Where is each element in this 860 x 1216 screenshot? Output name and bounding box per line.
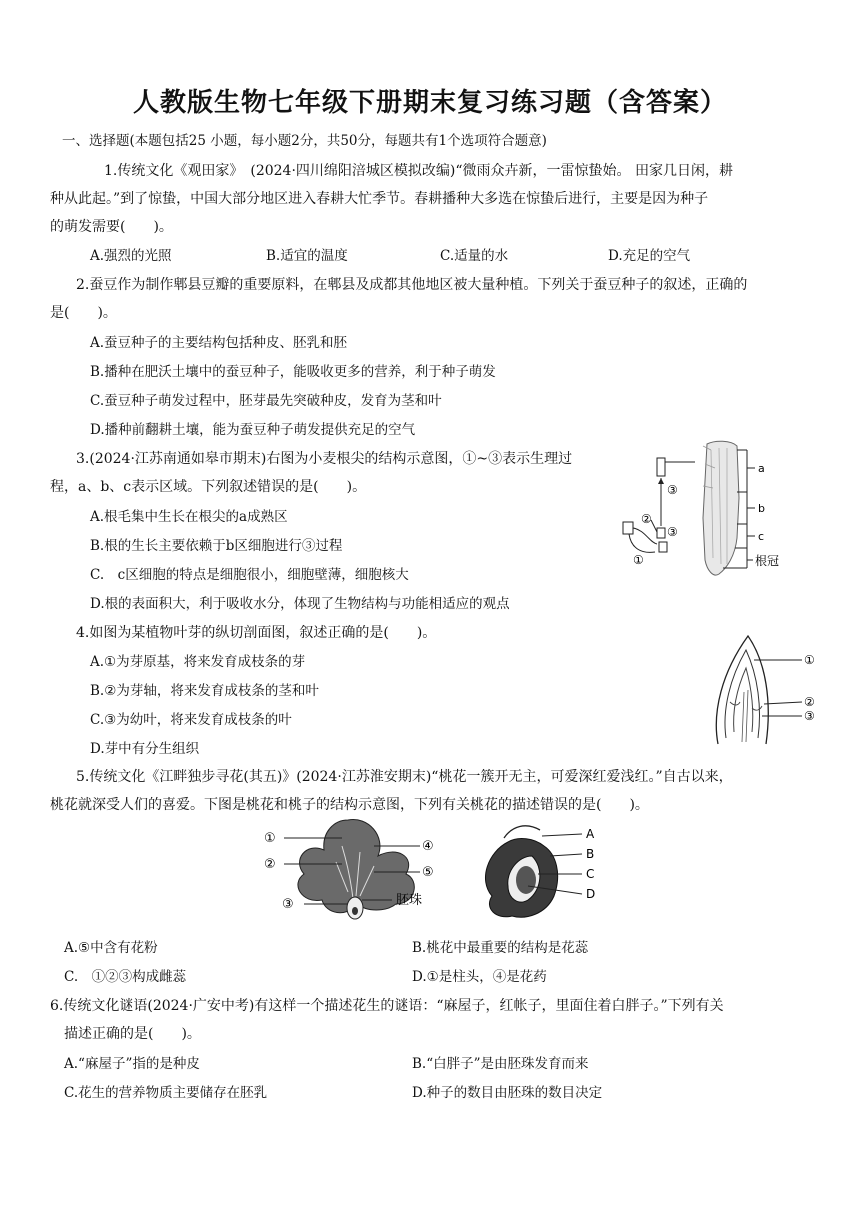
q5-line-2: 桃花就深受人们的喜爱。下图是桃花和桃子的结构示意图，下列有关桃花的描述错误的是( )。	[50, 797, 649, 813]
q3-option-c: C. c区细胞的特点是细胞很小，细胞壁薄，细胞核大	[90, 567, 409, 583]
fig5-label-2: ②	[264, 857, 276, 872]
q5-line-1: 5.传统文化《江畔独步寻花(其五)》(2024·江苏淮安期末)“桃花一簇开无主，可爱深红爱浅红。”自古以来，	[76, 769, 733, 785]
fig4-label-3: ③	[804, 709, 815, 723]
q5-option-c: C. ①②③构成雌蕊	[64, 969, 187, 985]
q1-option-d: D.充足的空气	[608, 248, 691, 264]
q1-line-3: 的萌发需要( )。	[50, 219, 173, 235]
q4-option-d: D.芽中有分生组织	[90, 741, 200, 757]
fig3-label-c: c	[758, 530, 765, 543]
fig3-label-3-top: ③	[667, 483, 678, 497]
fig3-label-1: ①	[633, 553, 644, 567]
leaf-bud-figure	[708, 632, 828, 748]
q1-option-b: B.适宜的温度	[266, 248, 348, 264]
fig3-label-b: b	[758, 502, 765, 515]
q2-line-2: 是( )。	[50, 305, 117, 321]
q5-option-a: A.⑤中含有花粉	[64, 940, 158, 956]
q1-line-2: 种从此起。”到了惊蛰，中国大部分地区进入春耕大忙季节。春耕播种大多选在惊蛰后进行，主要是因为种子	[50, 191, 709, 207]
fig5-label-b: B	[586, 847, 595, 861]
q4-option-b: B.②为芽轴，将来发育成枝条的茎和叶	[90, 683, 319, 699]
fig4-label-1: ①	[804, 653, 815, 667]
q4-option-a: A.①为芽原基，将来发育成枝条的芽	[90, 654, 306, 670]
fig3-label-3-mid: ③	[667, 525, 678, 539]
q5-option-d: D.①是柱头，④是花药	[412, 969, 547, 985]
q6-option-c: C.花生的营养物质主要储存在胚乳	[64, 1085, 268, 1101]
fig5-label-c: C	[586, 867, 595, 881]
fig5-label-a: A	[586, 827, 595, 841]
q3-line-1: 3.(2024·江苏南通如皋市期末)右图为小麦根尖的结构示意图，①~③表示生理过	[76, 451, 573, 467]
q2-option-a: A.蚕豆种子的主要结构包括种皮、胚乳和胚	[90, 335, 348, 351]
q6-option-b: B.“白胖子”是由胚珠发育而来	[412, 1056, 589, 1072]
q2-option-d: D.播种前翻耕土壤，能为蚕豆种子萌发提供充足的空气	[90, 422, 416, 438]
fig3-label-a: a	[758, 462, 765, 475]
q2-line-1: 2.蚕豆作为制作郫县豆瓣的重要原料，在郫县及成都其他地区被大量种植。下列关于蚕豆种子的叙述，正确的	[76, 277, 748, 293]
q3-option-a: A.根毛集中生长在根尖的a成熟区	[90, 509, 288, 525]
q6-option-a: A.“麻屋子”指的是种皮	[64, 1056, 200, 1072]
q2-option-c: C.蚕豆种子萌发过程中，胚芽最先突破种皮，发育为茎和叶	[90, 393, 442, 409]
q3-option-b: B.根的生长主要依赖于b区细胞进行③过程	[90, 538, 343, 554]
fig5-label-3: ③	[282, 897, 294, 912]
fig5-label-d: D	[586, 887, 596, 901]
fig3-label-2: ②	[641, 512, 652, 526]
fig5-label-ovule: 胚珠	[396, 893, 423, 908]
fig4-label-2: ②	[804, 695, 815, 709]
q1-option-c: C.适量的水	[440, 248, 509, 264]
fig5-label-4: ④	[422, 839, 434, 854]
q6-option-d: D.种子的数目由胚珠的数目决定	[412, 1085, 603, 1101]
q3-option-d: D.根的表面积大，利于吸收水分，体现了生物结构与功能相适应的观点	[90, 596, 510, 612]
fig3-label-root-cap: 根冠	[755, 554, 780, 568]
q3-line-2: 程，a、b、c表示区域。下列叙述错误的是( )。	[50, 479, 367, 495]
root-tip-figure	[615, 438, 810, 590]
page-title: 人教版生物七年级下册期末复习练习题（含答案）	[132, 88, 727, 118]
fig5-label-5: ⑤	[422, 865, 434, 880]
q4-option-c: C.③为幼叶，将来发育成枝条的叶	[90, 712, 292, 728]
q1-option-a: A.强烈的光照	[90, 248, 172, 264]
peach-flower-fruit-figure	[256, 816, 606, 932]
q2-option-b: B.播种在肥沃土壤中的蚕豆种子，能吸收更多的营养，利于种子萌发	[90, 364, 496, 380]
q5-option-b: B.桃花中最重要的结构是花蕊	[412, 940, 589, 956]
q6-line-1: 6.传统文化谜语(2024·广安中考)有这样一个描述花生的谜语：“麻屋子，红帐子，里面住着白胖子。”下列有关	[50, 998, 724, 1014]
fig5-label-1: ①	[264, 831, 276, 846]
section-heading: 一、选择题(本题包括25 小题，每小题2分，共50分，每题共有1个选项符合题意)	[62, 133, 547, 149]
q6-line-2: 描述正确的是( )。	[64, 1026, 201, 1042]
q1-line-1: 1.传统文化《观田家》 (2024·四川绵阳涪城区模拟改编)“微雨众卉新，一雷惊蛰始。 田家几日闲，耕	[104, 163, 733, 179]
q4-line-1: 4.如图为某植物叶芽的纵切剖面图，叙述正确的是( )。	[76, 625, 437, 641]
